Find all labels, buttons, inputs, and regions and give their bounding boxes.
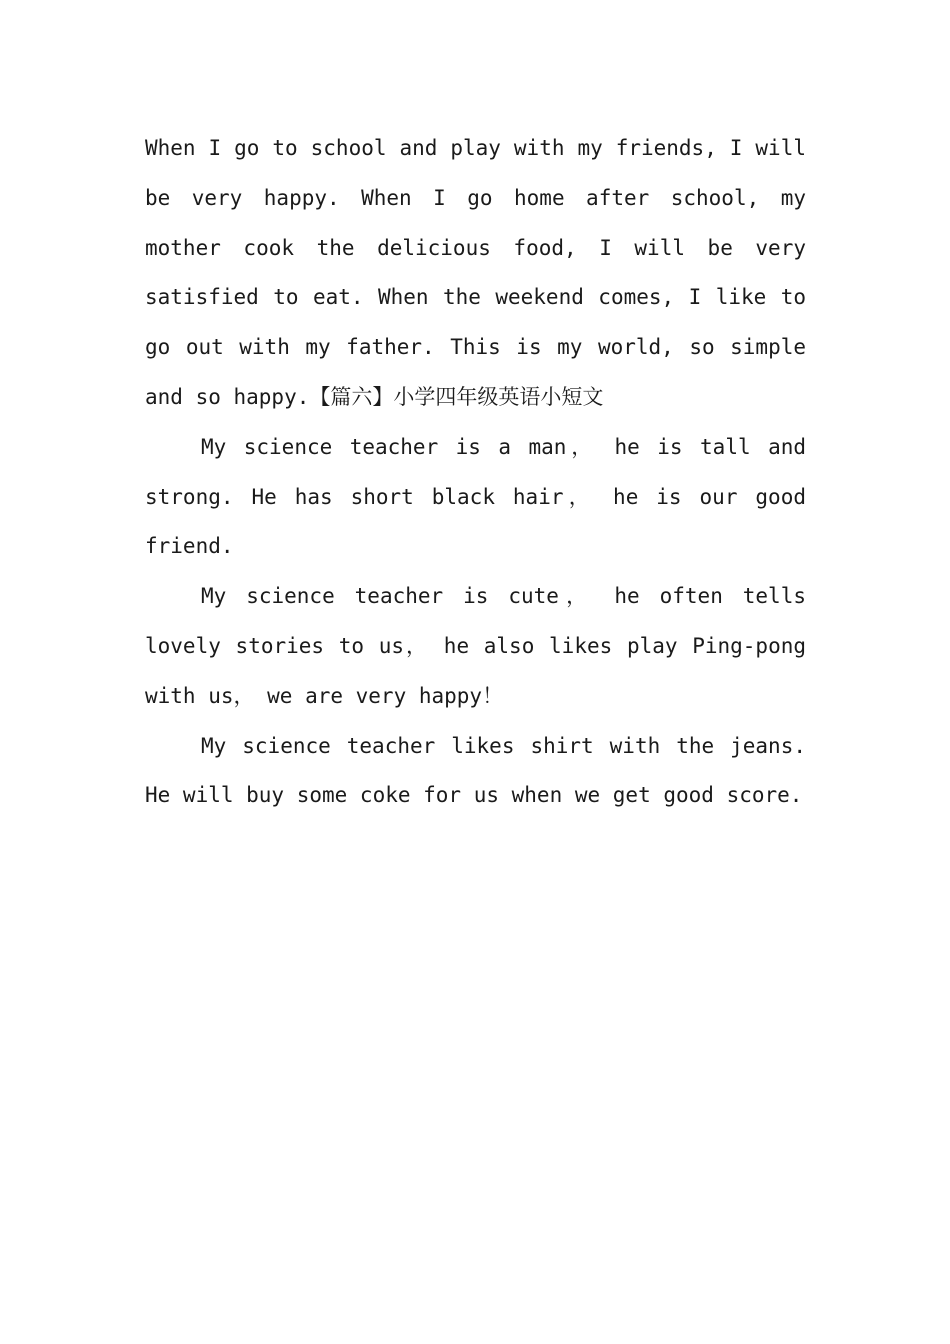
- document-page: [145, 124, 806, 821]
- paragraph-teacher-clothing: My science teacher likes shirt with the jeans. He will buy some coke for us when we get good score.: [145, 733, 806, 808]
- paragraph-teacher-personality: My science teacher is cute， he often tells lovely stories to us， he also likes play Ping-pong with us， we are very happy！: [145, 584, 806, 708]
- paragraph-my-world: [145, 124, 806, 423]
- paragraph-teacher-appearance: My science teacher is a man， he is tall and strong. He has short black hair， he is our good friend.: [145, 434, 806, 559]
- section-heading: 【篇六】小学四年级英语小短文: [309, 384, 604, 409]
- paragraph-my-world-text: When I go to school and play with my friends, I will be very happy. When I go home after school, my mother cook the delicious food, I will be very satisfied to eat. When the weekend comes, I like to go out with my father. This is my world, so simple and so happy.: [145, 136, 806, 409]
